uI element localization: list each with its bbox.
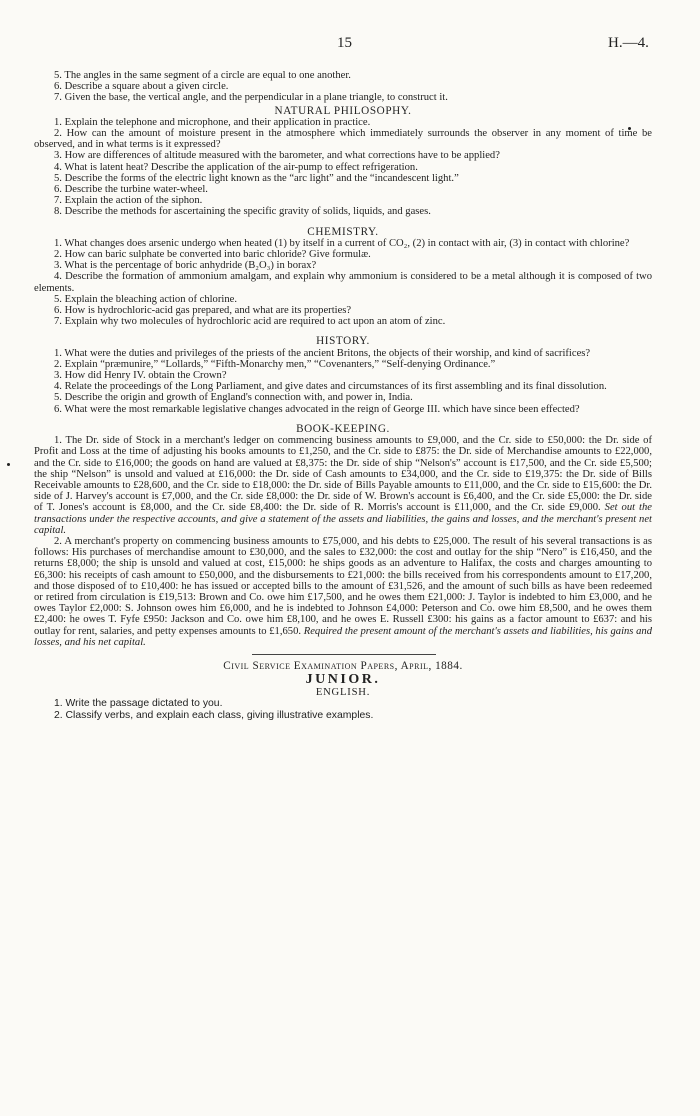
question: 3. What is the percentage of boric anhydride (B₂O₃) in borax? bbox=[54, 260, 317, 272]
page-body bbox=[34, 70, 652, 721]
question: 7. Given the base, the vertical angle, and the perpendicular in a plane triangle, to construct it. bbox=[54, 92, 448, 104]
question: 7. Explain the action of the siphon. bbox=[54, 195, 203, 207]
question: 6. Describe the turbine water-wheel. bbox=[54, 184, 208, 196]
section-divider bbox=[252, 654, 436, 655]
question: 8. Describe the methods for ascertaining the specific gravity of solids, liquids, and gases. bbox=[54, 206, 431, 218]
question: 4. What is latent heat? Describe the application of the air-pump to effect refrigeration. bbox=[54, 161, 418, 173]
question: 1. Explain the telephone and microphone, and their application in practice. bbox=[54, 116, 371, 128]
question-text: 1. The Dr. side of Stock in a merchant's ledger on commencing business amounts to £9,000, and the Cr. side to £50,000: the Dr. side of Profit and Loss at the time of adjusting his books amounts to £1,250, and the Cr. side to £875: the Dr. side of Merchandise amounts to £22,000, and the Cr. side to £16,000; the goods on hand are valued at £8,375: the Dr. side of ship “Nelson's” account is £17,500, and the Cr. side £5,500; the ship “Nelson” is unsold and valued at £16,000: the Dr. side of Cash amounts to £34,000, and the Cr. side to £19,375: the Dr. side of Bills Receivable amounts to £28,600, and the Cr. side to £18,000: the Dr. side of Bills Payable amounts to £11,000, and the Cr. side to £15,600: the Dr. side of J. Harvey's account is £7,000, and the Cr. side £8,000: the Dr. side of W. Brown's account is £6,400, and the Cr. side £5,000: the Dr. side of T. Jones's account is £8,000, and the Cr. side £8,400: the Dr. side of R. Morris's account is £11,000, and the Cr. side £9,000. bbox=[34, 435, 652, 514]
question: 5. Describe the forms of the electric light known as the “arc light” and the “incandescent light.” bbox=[54, 172, 459, 184]
question: 3. How are differences of altitude measured with the barometer, and what corrections have to be applied? bbox=[54, 150, 500, 162]
question bbox=[34, 435, 652, 536]
question: 5. Explain the bleaching action of chlorine. bbox=[54, 293, 237, 305]
question: 3. How did Henry IV. obtain the Crown? bbox=[54, 370, 227, 382]
section-heading: HISTORY. bbox=[316, 335, 370, 348]
history-section bbox=[34, 336, 652, 414]
question: 4. Relate the proceedings of the Long Parliament, and give dates and circumstances of its first assembling and its final dissolution. bbox=[54, 381, 607, 393]
question: 2. Classify verbs, and explain each class, giving illustrative examples. bbox=[54, 709, 374, 721]
question: 6. Describe a square about a given circle. bbox=[54, 81, 229, 93]
stray-mark bbox=[7, 463, 10, 466]
exam-level: JUNIOR. bbox=[305, 672, 381, 688]
junior-exam-section bbox=[34, 661, 652, 721]
question: 1. What changes does arsenic undergo when heated (1) by itself in a current of CO₂, (2) in contact with air, (3) in contact with chlorine? bbox=[54, 237, 630, 249]
question: 7. Explain why two molecules of hydrochloric acid are required to act upon an atom of zinc. bbox=[54, 316, 446, 328]
geometry-section bbox=[34, 70, 652, 104]
question bbox=[34, 536, 652, 648]
question: 4. Describe the formation of ammonium amalgam, and explain why ammonium is considered to be a metal although it is composed of two elements. bbox=[34, 271, 652, 294]
question-instruction: Required the present amount of the merchant's assets and liabilities, his gains and losses, and his net capital. bbox=[34, 625, 652, 648]
section-heading: NATURAL PHILOSOPHY. bbox=[274, 104, 412, 117]
question: 2. How can baric sulphate be converted into baric chloride? Give formulæ. bbox=[54, 249, 371, 261]
question: 2. Explain “præmunire,” “Lollards,” “Fifth-Monarchy men,” “Covenanters,” “Self-denying Ordinance.” bbox=[54, 358, 496, 370]
section-heading: BOOK-KEEPING. bbox=[296, 422, 390, 435]
question: 5. The angles in the same segment of a circle are equal to one another. bbox=[54, 70, 351, 81]
book-keeping-section bbox=[34, 424, 652, 648]
question: 6. What were the most remarkable legislative changes advocated in the reign of George III. which have since been effected? bbox=[54, 403, 580, 415]
section-heading: CHEMISTRY. bbox=[307, 225, 379, 238]
natural-philosophy-section bbox=[34, 106, 652, 218]
question-instruction: Set out the transactions under the respective accounts, and give a statement of the assets and liabilities, the gains and losses, and the merchant's present net capital. bbox=[34, 502, 652, 536]
document-reference: H.—4. bbox=[608, 35, 649, 51]
exam-subject: ENGLISH. bbox=[315, 687, 371, 699]
question: 6. How is hydrochloric-acid gas prepared, and what are its properties? bbox=[54, 305, 352, 317]
question: 2. How can the amount of moisture present in the atmosphere which immediately surrounds the observer in any moment of time be observed, and in what terms is it expressed? bbox=[34, 128, 652, 151]
question: 1. What were the duties and privileges of the priests of the ancient Britons, the objects of their worship, and kind of sacrifices? bbox=[54, 347, 591, 359]
chemistry-section bbox=[34, 227, 652, 328]
question-text: 2. A merchant's property on commencing business amounts to £75,000, and his debts to £25,000. The result of his several transactions is as follows: His purchases of merchandise amount to £30,000, and the sales to £32,000: the cost and outlay for the ship “Nero” is £16,450, and the returns £8,000; the ship is unsold and valued at cost, £15,000: he ships goods as an adventure to Halifax, the costs and charges amounting to £6,300: his receipts of cash amount to £50,000, and the disbursements to £21,000: the bills received from his correspondents amount to £17,200, and those disposed of to £10,400: he has issued or accepted bills to the amount of £31,526, and the amount of such bills as have been redeemed or retired from circulation is £19,513: Brown and Co. owe him £17,500, and he owes them £21,000: J. Taylor is indebted to him £3,000, and he owes Taylor £2,000: S. Johnson owes him £6,000, and he is indebted to Johnson £4,000: Peterson and Co. owe him £8,500, and he owes them £2,400: he owes T. Fyfe £950: Jackson and Co. owe him £8,100, and he owes E. Russell £300: his gains as a factor amount to £637: and his outlay for rent, salaries, and petty expenses amounts to £1,650. bbox=[34, 535, 652, 637]
page-number: 15 bbox=[337, 35, 352, 51]
question: 5. Describe the origin and growth of England's connection with, and power in, India. bbox=[54, 392, 413, 404]
exam-title: Civil Service Examination Papers, April, 1884. bbox=[223, 659, 463, 672]
question: 1. Write the passage dictated to you. bbox=[54, 698, 223, 710]
